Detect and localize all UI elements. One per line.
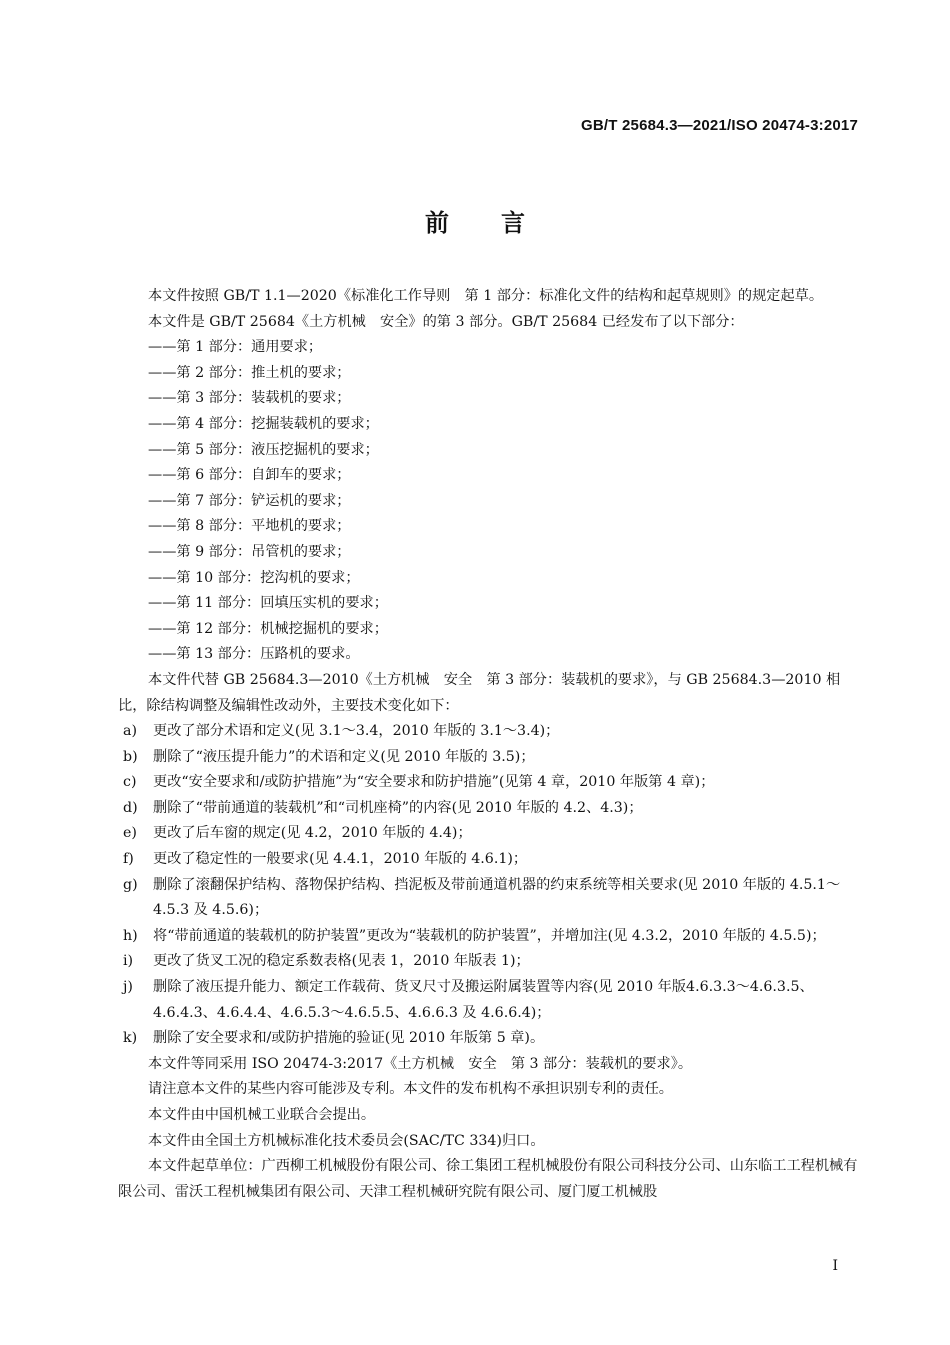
patent-notice-paragraph: 请注意本文件的某些内容可能涉及专利。本文件的发布机构不承担识别专利的责任。 xyxy=(148,1081,673,1098)
change-label: b) xyxy=(123,748,138,765)
change-label: c) xyxy=(123,774,137,791)
parts-list xyxy=(118,335,860,668)
page-number: I xyxy=(832,1258,838,1274)
change-item xyxy=(118,949,860,975)
list-item: ——第 13 部分：压路机的要求。 xyxy=(148,646,360,663)
change-text: 更改了货叉工况的稳定系数表格(见表 1，2010 年版表 1)； xyxy=(153,953,530,970)
change-label: k) xyxy=(123,1030,138,1047)
list-item: ——第 7 部分：铲运机的要求； xyxy=(148,492,351,509)
change-label: f) xyxy=(123,851,134,868)
change-item xyxy=(118,745,860,771)
list-item: ——第 8 部分：平地机的要求； xyxy=(148,518,351,535)
change-text: 更改了部分术语和定义(见 3.1～3.4，2010 年版的 3.1～3.4)； xyxy=(153,723,560,740)
change-label: a) xyxy=(123,723,137,740)
standard-code-header: GB/T 25684.3—2021/ISO 20474-3:2017 xyxy=(581,117,858,134)
change-item xyxy=(118,770,860,796)
change-item xyxy=(118,821,860,847)
replace-paragraph: 本文件代替 GB 25684.3—2010《土方机械 安全 第 3 部分：装载机的要求》，与 GB 25684.3—2010 相比，除结构调整及编辑性改动外，主要技术变化如下： xyxy=(118,671,841,714)
change-item xyxy=(118,847,860,873)
change-label: j) xyxy=(123,979,133,996)
page-title: 前言 xyxy=(425,209,577,237)
list-item: ——第 6 部分：自卸车的要求； xyxy=(148,467,351,484)
drafting-units-paragraph: 本文件起草单位：广西柳工机械股份有限公司、徐工集团工程机械股份有限公司科技分公司、山东临工工程机械有限公司、雷沃工程机械集团有限公司、天津工程机械研究院有限公司、厦门厦工机械股 xyxy=(118,1158,858,1200)
change-item xyxy=(118,975,860,1026)
change-item xyxy=(118,873,860,924)
change-item xyxy=(118,1026,860,1052)
list-item: ——第 9 部分：吊管机的要求； xyxy=(148,543,351,560)
change-text: 更改“安全要求和/或防护措施”为“安全要求和防护措施”(见第 4 章，2010 年版第 4 章)； xyxy=(153,774,715,791)
foreword-body xyxy=(118,284,860,1205)
list-item: ——第 5 部分：液压挖掘机的要求； xyxy=(148,441,379,458)
change-text: 更改了后车窗的规定(见 4.2，2010 年版的 4.4)； xyxy=(153,825,472,842)
list-item: ——第 12 部分：机械挖掘机的要求； xyxy=(148,620,388,637)
committee-paragraph: 本文件由全国土方机械标准化技术委员会(SAC/TC 334)归口。 xyxy=(148,1132,545,1149)
change-text: 删除了“液压提升能力”的术语和定义(见 2010 年版的 3.5)； xyxy=(153,748,535,765)
adoption-paragraph: 本文件等同采用 ISO 20474-3:2017《土方机械 安全 第 3 部分：装载机的要求》。 xyxy=(148,1055,693,1072)
change-item xyxy=(118,924,860,950)
change-label: i) xyxy=(123,953,134,970)
list-item: ——第 2 部分：推土机的要求； xyxy=(148,364,351,381)
list-item: ——第 1 部分：通用要求； xyxy=(148,339,323,356)
list-item: ——第 3 部分：装载机的要求； xyxy=(148,390,351,407)
intro-paragraph-2: 本文件是 GB/T 25684《土方机械 安全》的第 3 部分。GB/T 25684 已经发布了以下部分： xyxy=(148,313,744,330)
change-text: 删除了“带前通道的装载机”和“司机座椅”的内容(见 2010 年版的 4.2、4.3)； xyxy=(153,799,643,816)
proposer-paragraph: 本文件由中国机械工业联合会提出。 xyxy=(148,1107,376,1123)
intro-paragraph-1: 本文件按照 GB/T 1.1—2020《标准化工作导则 第 1 部分：标准化文件的结构和起草规则》的规定起草。 xyxy=(148,288,824,304)
change-label: h) xyxy=(123,927,138,944)
change-text: 删除了安全要求和/或防护措施的验证(见 2010 年版第 5 章)。 xyxy=(153,1030,545,1047)
list-item: ——第 11 部分：回填压实机的要求； xyxy=(148,595,388,612)
change-item xyxy=(118,796,860,822)
change-text: 删除了液压提升能力、额定工作载荷、货叉尺寸及搬运附属装置等内容(见 2010 年版4.6.3.3～4.6.3.5、4.6.4.3、4.6.4.4、4.6.5.3～4.6.5.5、4.6.6.3 及 4.6.6.4)； xyxy=(153,979,814,1021)
change-item xyxy=(118,719,860,745)
change-text: 将“带前通道的装载机的防护装置”更改为“装载机的防护装置”，并增加注(见 4.3.2，2010 年版的 4.5.5)； xyxy=(153,927,826,944)
change-label: g) xyxy=(123,876,138,893)
change-text: 更改了稳定性的一般要求(见 4.4.1，2010 年版的 4.6.1)； xyxy=(153,851,528,868)
change-label: d) xyxy=(123,799,138,816)
changes-list xyxy=(118,719,860,1052)
list-item: ——第 4 部分：挖掘装载机的要求； xyxy=(148,415,379,432)
change-text: 删除了滚翻保护结构、落物保护结构、挡泥板及带前通道机器的约束系统等相关要求(见 2010 年版的 4.5.1～4.5.3 及 4.5.6)； xyxy=(153,876,841,919)
list-item: ——第 10 部分：挖沟机的要求； xyxy=(148,569,360,586)
change-label: e) xyxy=(123,825,137,842)
